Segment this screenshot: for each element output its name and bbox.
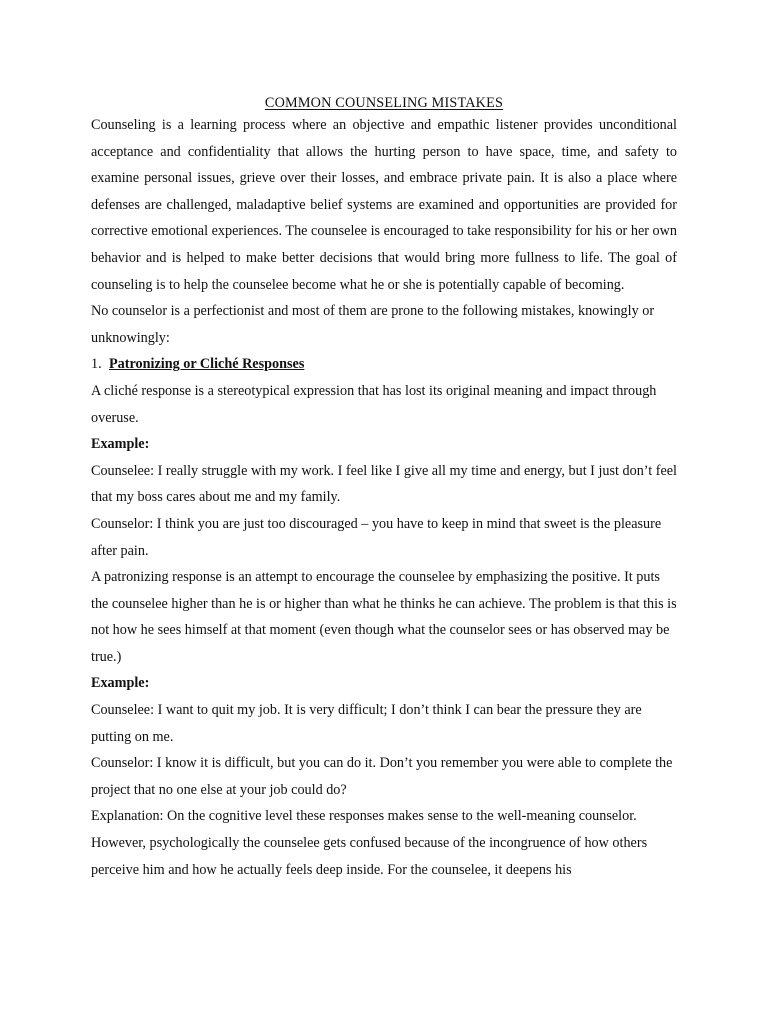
- example-1-counselee: Counselee: I really struggle with my work. I feel like I give all my time and energy, but I just don’t feel that my boss cares about me and my family.: [91, 462, 678, 506]
- document-page: [91, 92, 677, 883]
- intro-paragraph: Counseling is a learning process where an objective and empathic listener provides unconditional acceptance and confidentiality that allows the hurting person to have space, time, and safety to examine personal issues, grieve over their losses, and embrace private pain. It is also a place where defenses are challenged, maladaptive belief systems are examined and opportunities are provided for corrective emotional experiences. The counselee is encouraged to take responsibility for his or her own behavior and is helped to make better decisions that would bring more fullness to life. The goal of counseling is to help the counselee become what he or she is potentially capable of becoming.: [91, 117, 677, 293]
- example-1-counselor: Counselor: I think you are just too discouraged – you have to keep in mind that sweet is the pleasure after pain.: [91, 515, 662, 559]
- example-2-counselor: Counselor: I know it is difficult, but you can do it. Don’t you remember you were able to complete the project that no one else at your job could do?: [91, 755, 673, 798]
- example-2-counselee: Counselee: I want to quit my job. It is very difficult; I don’t think I can bear the pressure they are putting on me.: [91, 702, 642, 745]
- patronizing-definition: A patronizing response is an attempt to encourage the counselee by emphasizing the positive. It puts the counselee higher than he is or higher than what he thinks he can achieve. The problem is that this is not how he sees himself at that moment (even though what the counselor sees or has observed may be true.): [91, 569, 677, 665]
- section-1-title: Patronizing or Cliché Responses: [109, 356, 305, 373]
- example-label: Example:: [91, 436, 150, 453]
- cliche-definition: A cliché response is a stereotypical expression that has lost its original meaning and impact through overuse.: [91, 382, 657, 426]
- example-label: Example:: [91, 675, 150, 692]
- perfectionist-paragraph: No counselor is a perfectionist and most of them are prone to the following mistakes, knowingly or unknowingly:: [91, 303, 655, 346]
- document-title: COMMON COUNSELING MISTAKES: [264, 95, 504, 111]
- explanation-paragraph: Explanation: On the cognitive level these responses makes sense to the well-meaning counselor. However, psychologically the counselee gets confused because of the incongruence of how others perceive him and how he actually feels deep inside. For the counselee, it deepens his: [91, 808, 648, 878]
- section-1-heading: [91, 351, 677, 378]
- section-1-number: 1.: [91, 356, 102, 373]
